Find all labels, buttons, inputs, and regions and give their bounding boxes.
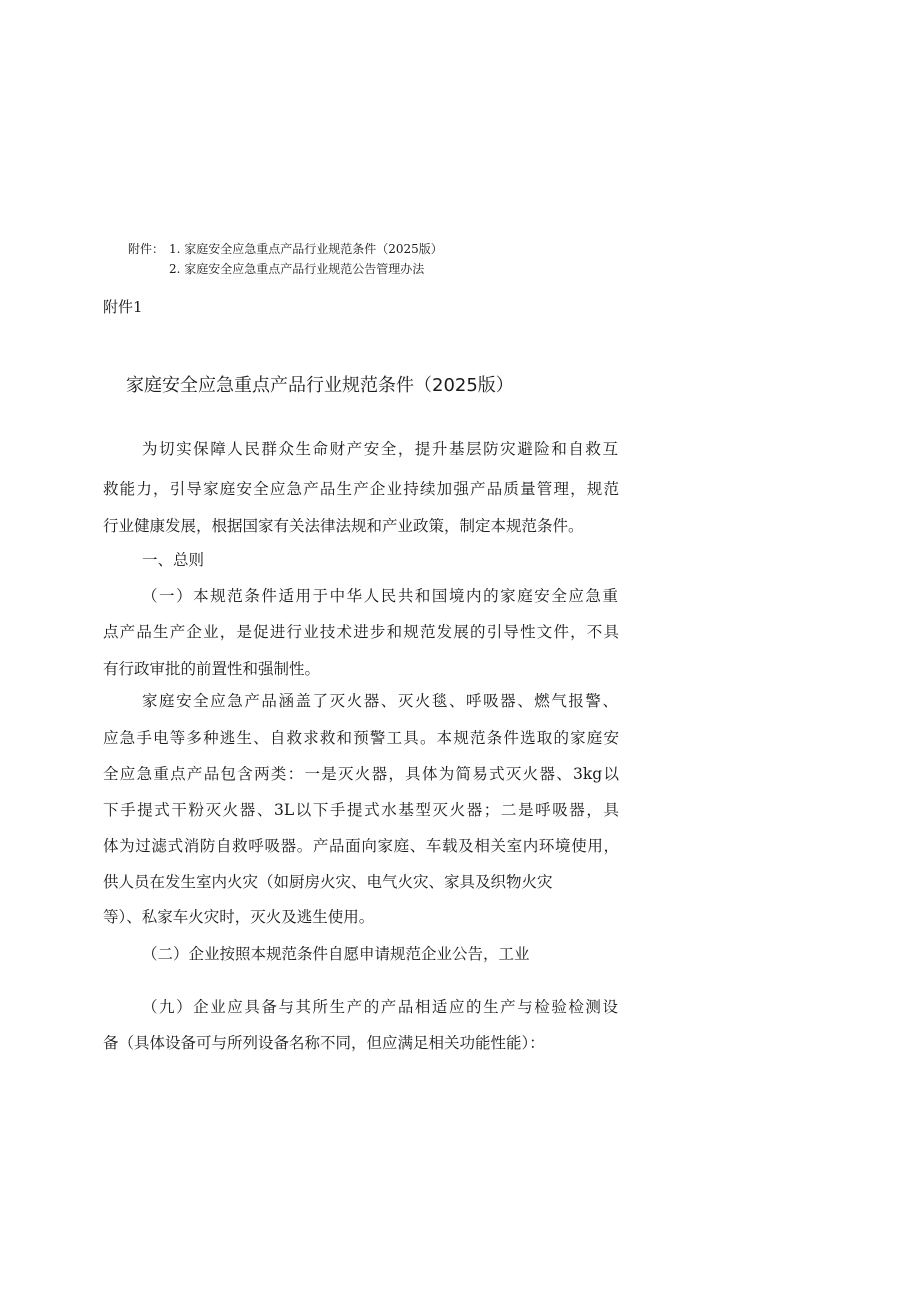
clause-9-line-1: （九）企业应具备与其所生产的产品相适应的生产与检验检测设 xyxy=(142,998,618,1016)
appendix-label: 附件1 xyxy=(103,298,143,316)
clause-2-line: （二）企业按照本规范条件自愿申请规范企业公告，工业 xyxy=(142,945,530,963)
attachments-prefix: 附件： xyxy=(128,242,165,256)
products-line-2: 应急手电等多种逃生、自救求救和预警工具。本规范条件选取的家庭安 xyxy=(103,729,619,747)
intro-line-2: 救能力，引导家庭安全应急产品生产企业持续加强产品质量管理，规范 xyxy=(103,480,619,498)
products-line-6: 供人员在发生室内火灾（如厨房火灾、电气火灾、家具及织物火灾 xyxy=(103,873,553,891)
products-line-1: 家庭安全应急产品涵盖了灭火器、灭火毯、呼吸器、燃气报警、 xyxy=(142,692,618,710)
clause-1-line-1: （一）本规范条件适用于中华人民共和国境内的家庭安全应急重 xyxy=(142,587,618,605)
page-title: 家庭安全应急重点产品行业规范条件（2025版） xyxy=(126,375,514,396)
products-line-7: 等）、私家车火灾时，灭火及逃生使用。 xyxy=(103,908,375,926)
clause-1-line-3: 有行政审批的前置性和强制性。 xyxy=(103,660,321,678)
intro-line-3: 行业健康发展，根据国家有关法律法规和产业政策，制定本规范条件。 xyxy=(103,517,584,535)
intro-line-1: 为切实保障人民群众生命财产安全，提升基层防灾避险和自救互 xyxy=(142,440,618,458)
products-line-4: 下手提式干粉灭火器、3L以下手提式水基型灭火器；二是呼吸器，具 xyxy=(103,801,619,819)
products-line-5: 体为过滤式消防自救呼吸器。产品面向家庭、车载及相关室内环境使用， xyxy=(103,837,619,855)
products-line-3: 全应急重点产品包含两类：一是灭火器，具体为简易式灭火器、3kg以 xyxy=(103,765,619,783)
clause-1-line-2: 点产品生产企业，是促进行业技术进步和规范发展的引导性文件，不具 xyxy=(103,623,619,641)
clause-9-line-2: 备（具体设备可与所列设备名称不同，但应满足相关功能性能）： xyxy=(103,1034,545,1052)
attachment-item-1: 1. 家庭安全应急重点产品行业规范条件（2025版） xyxy=(169,242,443,256)
attachment-item-2: 2. 家庭安全应急重点产品行业规范公告管理办法 xyxy=(169,262,425,276)
section-heading: 一、总则 xyxy=(142,551,205,569)
